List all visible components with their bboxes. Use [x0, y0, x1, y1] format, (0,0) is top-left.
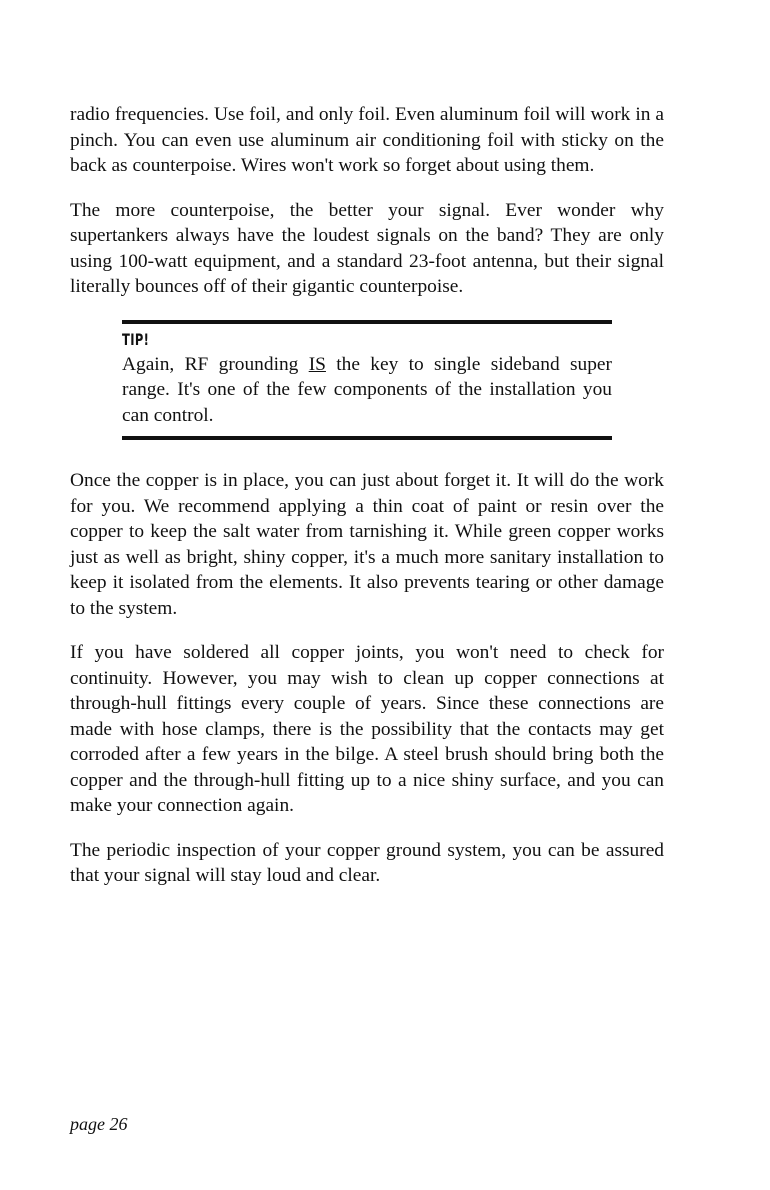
tip-text — [122, 352, 612, 429]
paragraph-copper-in-place: Once the copper is in place, you can just about forget it. It will do the work for you. We recommend applying a thin coat of paint or resin over the copper to keep the salt water from tarnishing it. While green copper works just as well as bright, shiny copper, it's a much more sanitary installation to keep it isolated from the elements. It also prevents tearing or other damage to the system. — [70, 470, 664, 619]
page-content — [70, 102, 664, 908]
page-number: page 26 — [70, 1114, 128, 1134]
tip-text-start: Again, RF grounding — [122, 353, 309, 375]
paragraph-soldered-joints: If you have soldered all copper joints, you won't need to check for continuity. However, you may wish to clean up copper connections at through-hull fittings every couple of years. Since these connections are made with hose clamps, there is the possibility that the contacts may get corroded after a few years in the bilge. A steel brush should bring both the copper and the through-hull fitting up to a nice shiny surface, and you can make your connection again. — [70, 642, 664, 816]
paragraph-counterpoise: The more counterpoise, the better your signal. Ever wonder why supertankers always have the loudest signals on the band? They are only using 100-watt equipment, and a standard 23-foot antenna, but their signal literally bounces off of their gigantic counterpoise. — [70, 199, 664, 297]
tip-text-end: the key to single sideband super range. It's one of the few components of the installation you can control. — [122, 353, 612, 426]
tip-heading: TIP! — [122, 329, 150, 349]
paragraph-foil: radio frequencies. Use foil, and only foil. Even aluminum foil will work in a pinch. You can even use aluminum air conditioning foil with sticky on the back as counterpoise. Wires won't work so forget about using them. — [70, 104, 664, 176]
tip-emphasis: IS — [308, 353, 326, 375]
paragraph-periodic-inspection: The periodic inspection of your copper ground system, you can be assured that your signal will stay loud and clear. — [70, 839, 664, 886]
tip-box — [122, 320, 612, 441]
